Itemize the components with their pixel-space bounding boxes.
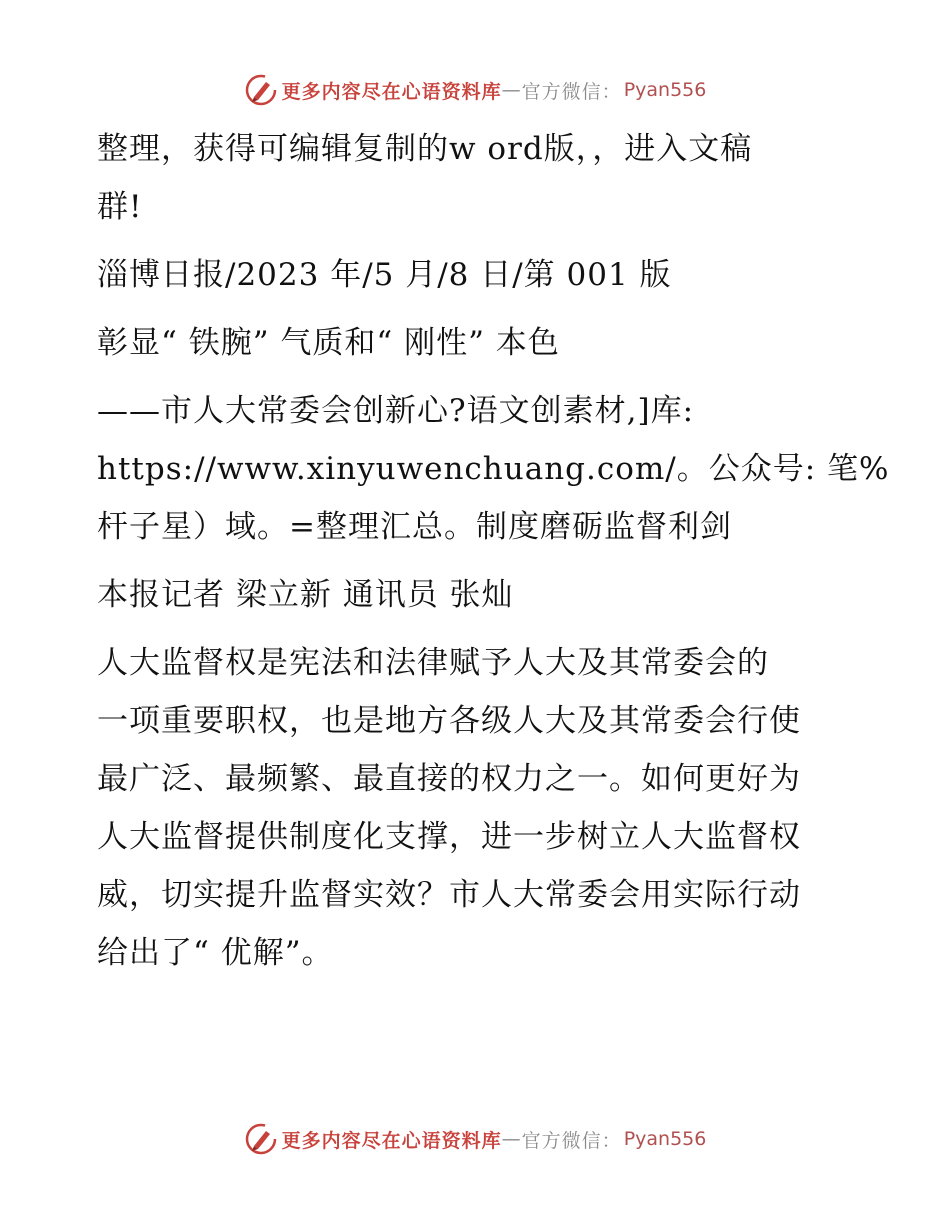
paragraph-line-1: 人大监督权是宪法和法律赋予人大及其常委会的 (97, 645, 769, 681)
paragraph-line-5: 威，切实提升监督实效？市人大常委会用实际行动 (97, 877, 801, 913)
intro-line-1: 整理，获得可编辑复制的w ord版，，进入文稿 (97, 131, 753, 167)
watermark-official: 官方微信： (521, 80, 622, 103)
paragraph-line-3: 最广泛、最频繁、最直接的权力之一。如何更好为 (97, 761, 801, 797)
subheadline-line-3: 杆子星）域。=整理汇总。制度磨砺监督利剑 (97, 509, 732, 545)
watermark-banner-bottom (0, 1119, 950, 1159)
watermark-site: 更多内容尽在心语资料库 (281, 1129, 502, 1152)
intro-line-2: 群! (97, 189, 143, 225)
watermark-site: 更多内容尽在心语资料库 (281, 80, 502, 103)
watermark-official: 官方微信： (521, 1129, 622, 1152)
paragraph-line-4: 人大监督提供制度化支撑，进一步树立人大监督权 (97, 819, 801, 855)
watermark-wechat-id: Pyan556 (623, 79, 707, 101)
subheadline-line-1: ——市人大常委会创新心?语文创素材,]库: (97, 393, 695, 429)
paragraph-line-2: 一项重要职权，也是地方各级人大及其常委会行使 (97, 703, 801, 739)
watermark-separator: — (501, 1128, 522, 1150)
watermark-separator: — (501, 79, 522, 101)
document-body (97, 120, 890, 982)
headline: 彰显“ 铁腕” 气质和“ 刚性” 本色 (97, 325, 560, 361)
subheadline-line-2: https://www.xinyuwenchuang.com/。公众号: 笔% (97, 451, 890, 487)
dateline: 淄博日报/2023 年/5 月/8 日/第 001 版 (97, 257, 672, 293)
watermark-wechat-id: Pyan556 (623, 1128, 707, 1150)
pen-logo-icon (244, 73, 278, 107)
pen-logo-icon (244, 1122, 278, 1156)
byline: 本报记者 梁立新 通讯员 张灿 (97, 577, 514, 613)
paragraph-line-6: 给出了“ 优解”。 (97, 935, 334, 971)
watermark-banner-top (0, 70, 950, 110)
